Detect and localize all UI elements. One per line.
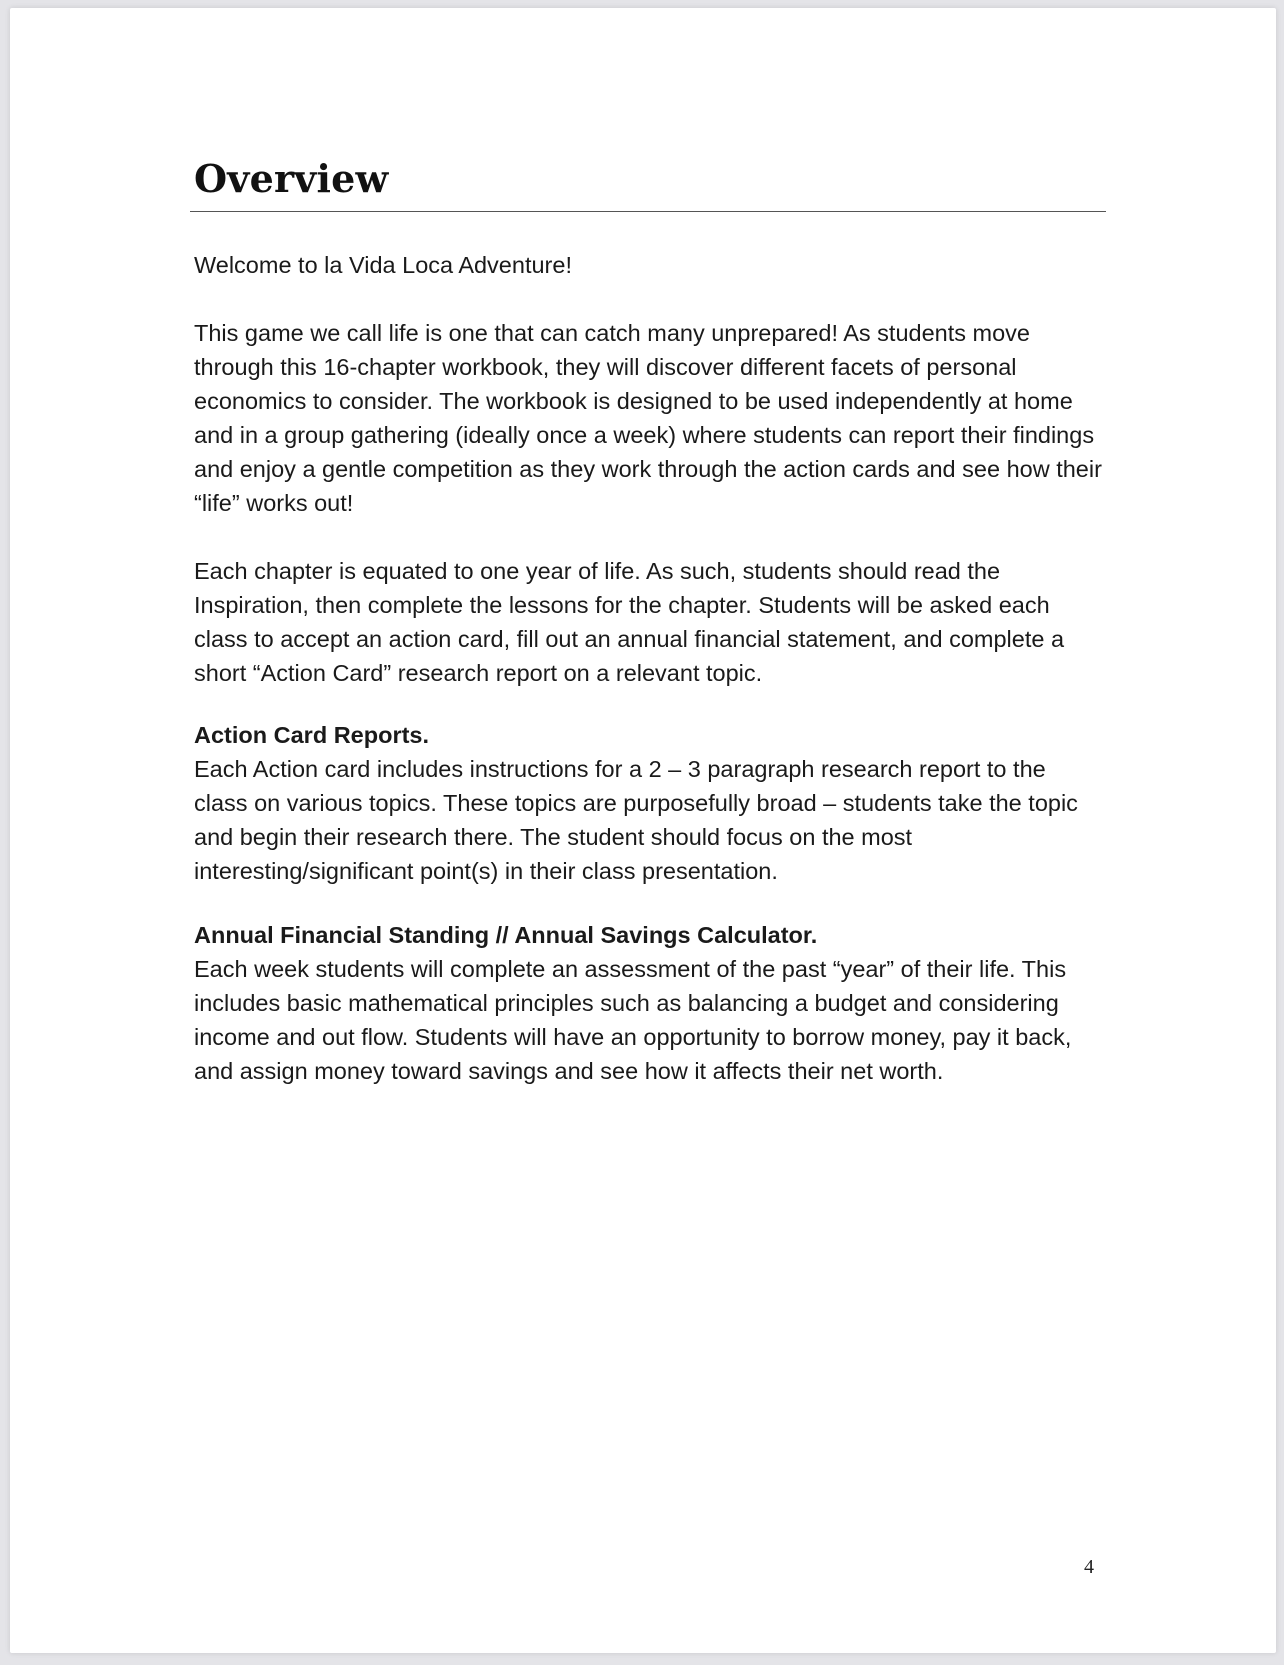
section-body-action-card-reports: Each Action card includes instructions for a 2 – 3 paragraph research report to the class on various topics. These topics are purposefully broad – students take the topic and begin their research there. The student should focus on the most interesting/significant point(s) in their class presentation.	[194, 755, 1078, 884]
section-body-annual-financial-standing: Each week students will complete an assessment of the past “year” of their life. This includes basic mathematical principles such as balancing a budget and considering income and out flow. Students will have an opportunity to borrow money, pay it back, and assign money toward savings and see how it affects their net worth.	[194, 955, 1072, 1084]
page-content	[194, 158, 1102, 1088]
document-page	[10, 8, 1276, 1653]
page-number: 4	[1084, 1556, 1094, 1578]
page-title: Overview	[194, 156, 389, 201]
section-heading-action-card-reports: Action Card Reports.	[194, 721, 430, 748]
title-divider	[190, 211, 1106, 212]
section-heading-annual-financial-standing: Annual Financial Standing // Annual Savings Calculator.	[194, 921, 818, 948]
intro-paragraph: This game we call life is one that can catch many unprepared! As students move through this 16-chapter workbook, they will discover different facets of personal economics to consider. The workbook is designed to be used independently at home and in a group gathering (ideally once a week) where students can report their findings and enjoy a gentle competition as they work through the action cards and see how their “life” works out!	[194, 319, 1102, 516]
chapter-paragraph: Each chapter is equated to one year of life. As such, students should read the Inspiration, then complete the lessons for the chapter. Students will be asked each class to accept an action card, fill out an annual financial statement, and complete a short “Action Card” research report on a relevant topic.	[194, 557, 1065, 686]
welcome-text: Welcome to la Vida Loca Adventure!	[194, 251, 572, 278]
